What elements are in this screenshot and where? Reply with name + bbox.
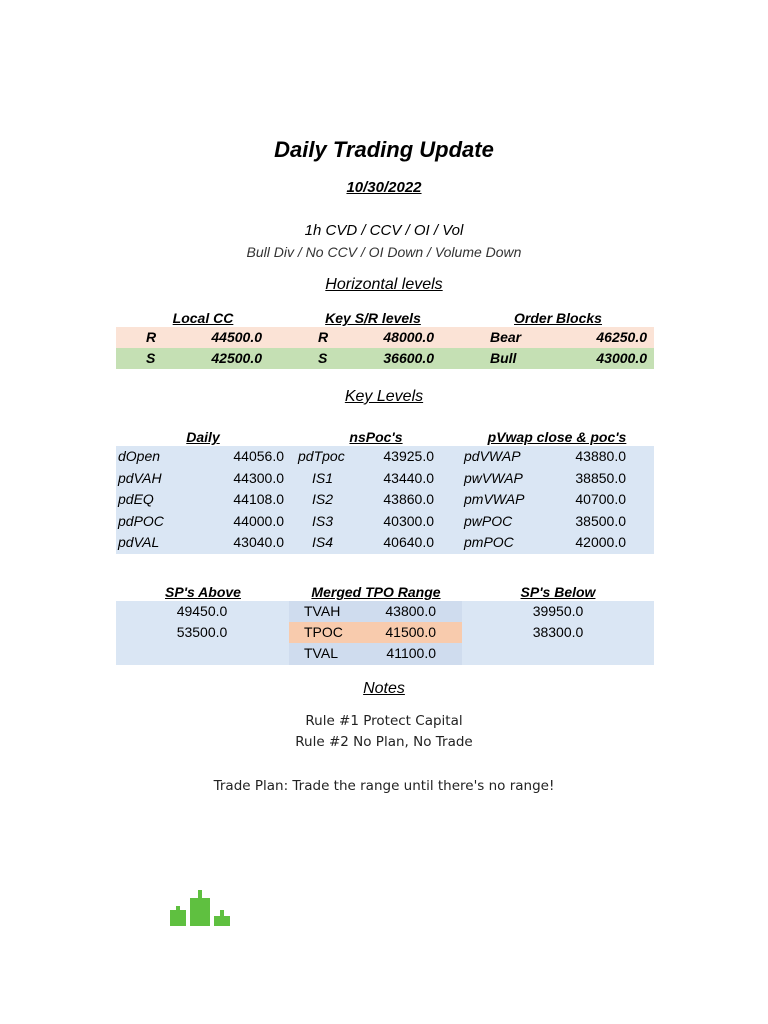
key-sr-s-value: 36600.0 bbox=[383, 350, 434, 366]
rule-1: Rule #1 Protect Capital bbox=[305, 713, 463, 729]
support-row bbox=[116, 348, 654, 369]
indicator-title: 1h CVD / CCV / OI / Vol bbox=[304, 222, 464, 239]
table-row bbox=[116, 489, 654, 511]
key-levels-heading: Key Levels bbox=[344, 388, 424, 405]
pvwap-header: pVwap close & poc's bbox=[487, 429, 627, 445]
indicator-description: Bull Div / No CCV / OI Down / Volume Down bbox=[246, 244, 522, 260]
pvwap-label: pmVWAP bbox=[464, 491, 525, 508]
local-cc-r-value: 44500.0 bbox=[211, 329, 262, 345]
order-blocks-header: Order Blocks bbox=[514, 310, 602, 326]
tpo-value: 43800.0 bbox=[385, 603, 436, 619]
report-date: 10/30/2022 bbox=[346, 179, 422, 196]
key-sr-r-label: R bbox=[318, 329, 329, 345]
tpo-label: TVAL bbox=[304, 645, 338, 661]
nspoc-value: 40640.0 bbox=[383, 534, 434, 551]
local-cc-s-value: 42500.0 bbox=[211, 350, 262, 366]
nspoc-header: nsPoc's bbox=[349, 429, 403, 445]
order-block-bear-value: 46250.0 bbox=[596, 329, 647, 345]
order-block-bull-label: Bull bbox=[490, 350, 517, 366]
key-sr-r-value: 48000.0 bbox=[383, 329, 434, 345]
local-cc-header: Local CC bbox=[172, 310, 234, 326]
nspoc-value: 43925.0 bbox=[383, 448, 434, 464]
local-cc-s-label: S bbox=[146, 350, 156, 366]
nspoc-label: pdTpoc bbox=[298, 448, 345, 464]
table-row bbox=[116, 446, 654, 468]
tpo-label: TVAH bbox=[304, 603, 341, 619]
daily-value: 44000.0 bbox=[233, 512, 284, 529]
trade-plan: Trade Plan: Trade the range until there's no range! bbox=[213, 778, 555, 794]
tpo-label: TPOC bbox=[304, 624, 343, 640]
order-block-bull-value: 43000.0 bbox=[596, 350, 647, 366]
table-row bbox=[116, 468, 654, 490]
local-cc-r-label: R bbox=[146, 329, 157, 345]
horizontal-levels-heading: Horizontal levels bbox=[325, 276, 443, 293]
bar-chart-logo-icon bbox=[168, 888, 234, 930]
tpo-value: 41500.0 bbox=[385, 624, 436, 640]
daily-value: 44056.0 bbox=[233, 448, 284, 464]
daily-label: pdPOC bbox=[118, 512, 164, 529]
key-sr-header: Key S/R levels bbox=[325, 310, 421, 326]
sp-above-value: 53500.0 bbox=[176, 624, 228, 640]
daily-value: 43040.0 bbox=[233, 534, 284, 551]
pvwap-value: 38500.0 bbox=[575, 512, 626, 529]
sp-below-value: 38300.0 bbox=[532, 624, 584, 640]
pvwap-value: 43880.0 bbox=[575, 448, 626, 464]
nspoc-value: 43860.0 bbox=[383, 491, 434, 508]
pvwap-value: 38850.0 bbox=[575, 469, 626, 486]
daily-value: 44300.0 bbox=[233, 469, 284, 486]
daily-value: 44108.0 bbox=[233, 491, 284, 508]
sp-above-header: SP's Above bbox=[165, 584, 241, 600]
pvwap-label: pdVWAP bbox=[464, 448, 521, 464]
nspoc-value: 43440.0 bbox=[383, 469, 434, 486]
daily-label: dOpen bbox=[118, 448, 161, 464]
sp-below-value: 39950.0 bbox=[532, 603, 584, 619]
resistance-row bbox=[116, 327, 654, 348]
pvwap-label: pmPOC bbox=[464, 534, 514, 551]
nspoc-label: IS3 bbox=[312, 512, 334, 529]
nspoc-label: IS2 bbox=[312, 491, 334, 508]
nspoc-label: IS1 bbox=[312, 469, 334, 486]
pvwap-label: pwVWAP bbox=[464, 469, 523, 486]
daily-header: Daily bbox=[186, 429, 220, 445]
order-block-bear-label: Bear bbox=[490, 329, 522, 345]
daily-label: pdEQ bbox=[118, 491, 154, 508]
nspoc-label: IS4 bbox=[312, 534, 334, 551]
merged-tpo-header: Merged TPO Range bbox=[311, 584, 441, 600]
sp-above-value: 49450.0 bbox=[176, 603, 228, 619]
table-row bbox=[116, 532, 654, 554]
nspoc-value: 40300.0 bbox=[383, 512, 434, 529]
key-sr-s-label: S bbox=[318, 350, 328, 366]
table-row bbox=[116, 511, 654, 533]
page-title: Daily Trading Update bbox=[274, 137, 494, 162]
tpo-value: 41100.0 bbox=[386, 645, 436, 661]
notes-heading: Notes bbox=[363, 680, 405, 697]
pvwap-value: 40700.0 bbox=[575, 491, 626, 508]
daily-label: pdVAH bbox=[118, 469, 162, 486]
rule-2: Rule #2 No Plan, No Trade bbox=[295, 734, 473, 750]
sp-below-header: SP's Below bbox=[520, 584, 596, 600]
daily-label: pdVAL bbox=[118, 534, 160, 551]
pvwap-label: pwPOC bbox=[464, 512, 513, 529]
pvwap-value: 42000.0 bbox=[575, 534, 626, 551]
